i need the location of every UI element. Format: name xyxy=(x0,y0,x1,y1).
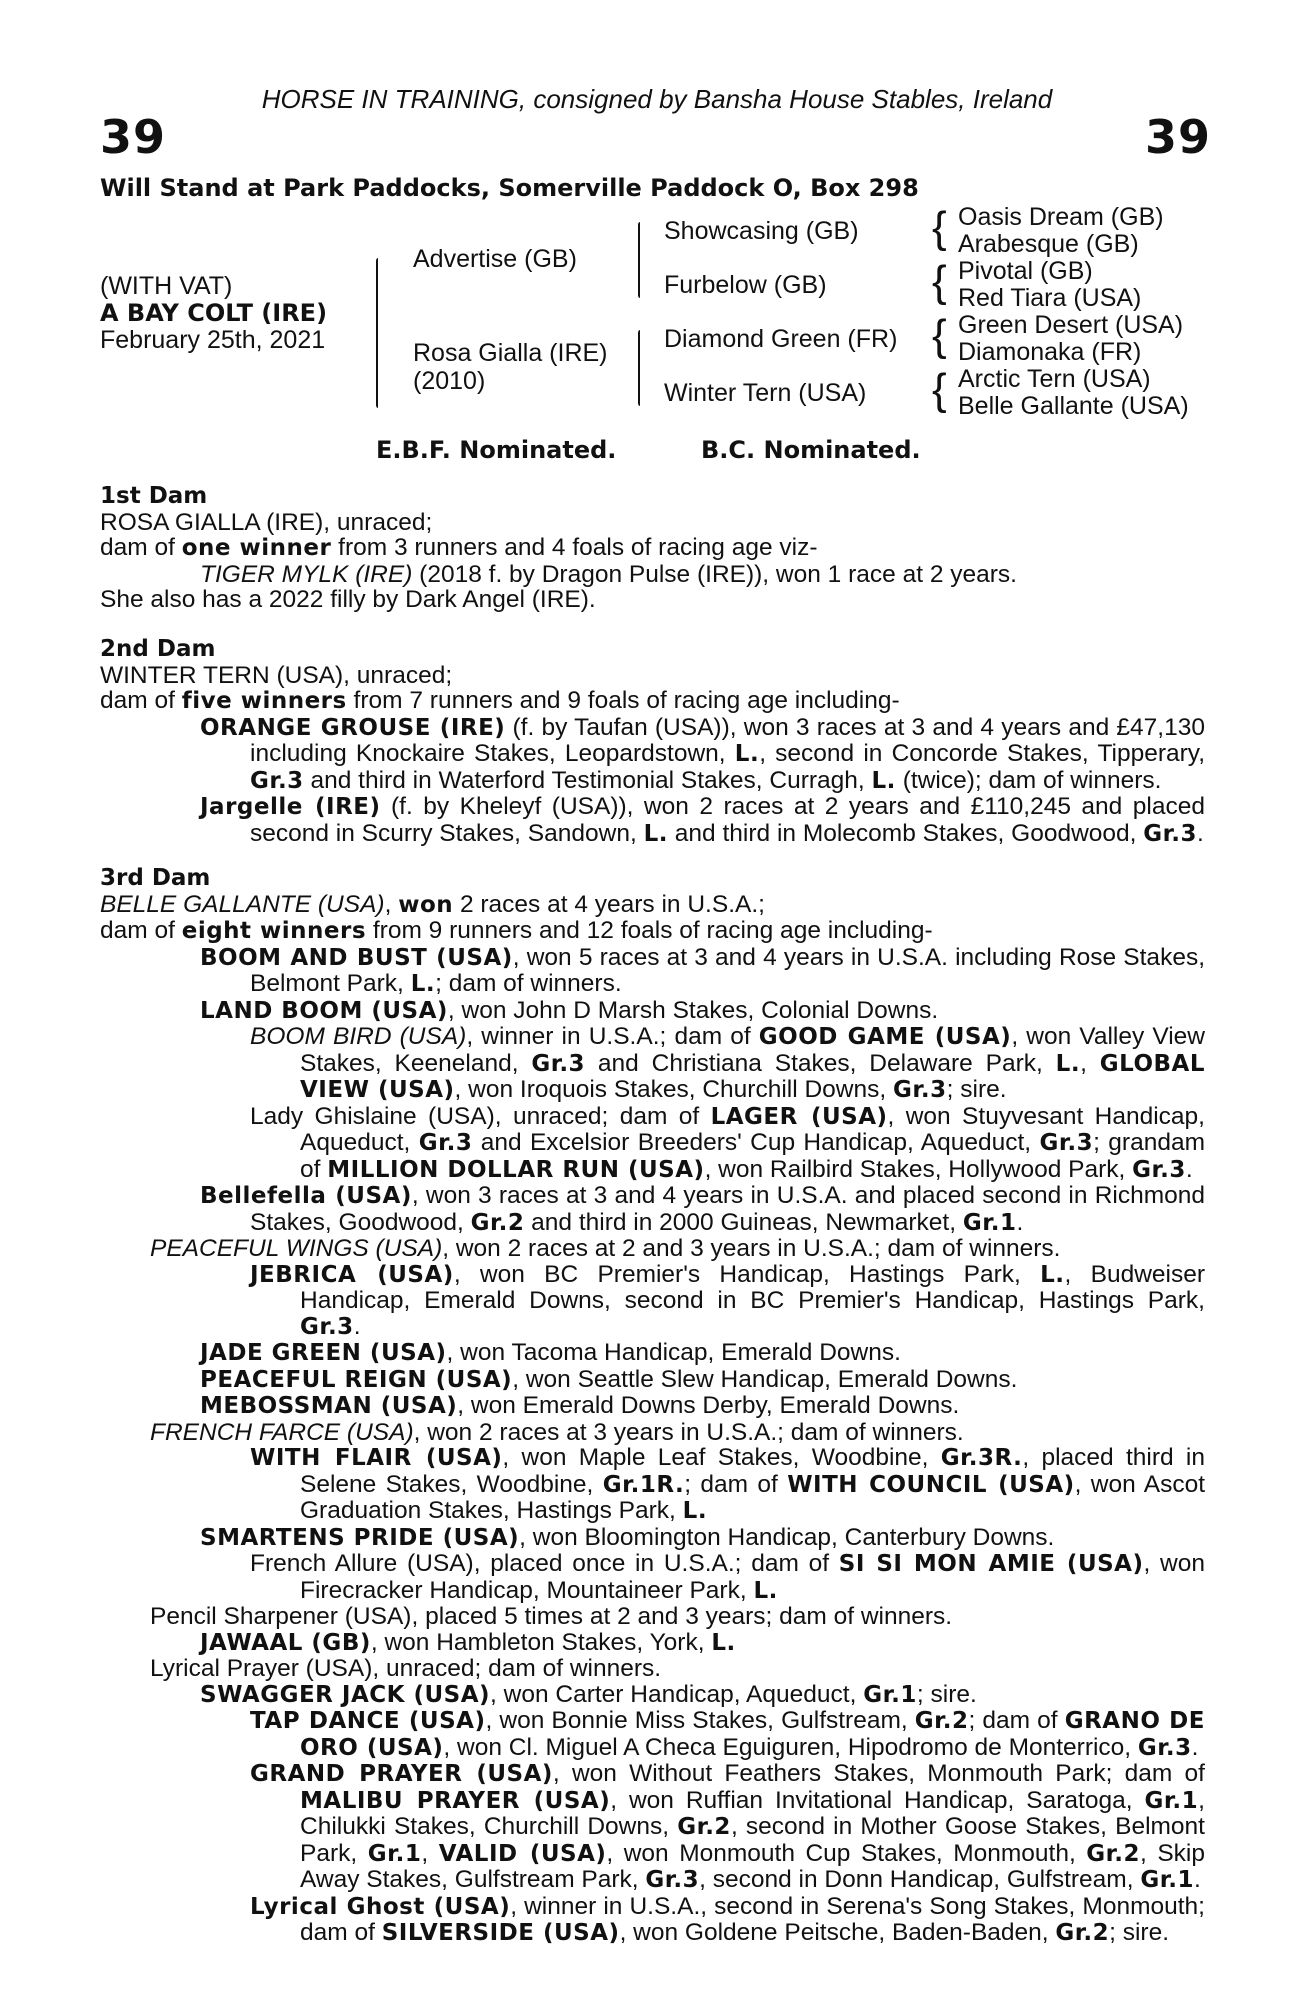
entry-french-farce xyxy=(100,1420,1205,1446)
entry-lyrical-prayer: Lyrical Prayer (USA), unraced; dam of winners. xyxy=(150,1655,662,1682)
pedigree-ddd: Belle Gallante (USA) xyxy=(958,392,1189,420)
text-run: , won Without Feathers Stakes, Monmouth Park; dam of xyxy=(552,1760,1205,1787)
entry-land-boom xyxy=(100,998,1205,1025)
text-run: . xyxy=(1196,819,1204,847)
text-run: , won Railbird Stakes, Hollywood Park, xyxy=(704,1155,1133,1183)
text-run: , Skip Away Stakes, Gulfstream Park, xyxy=(300,1839,1205,1893)
text-run: , won Emerald Downs Derby, Emerald Downs. xyxy=(457,1392,960,1419)
entry-lady-ghislaine xyxy=(100,1104,1205,1184)
second-dam-title: 2nd Dam xyxy=(100,636,216,662)
bold-text: Gr.3 xyxy=(300,1313,354,1340)
text-run: , won BC Premier's Handicap, Hastings Park, xyxy=(453,1260,1041,1288)
first-dam-title: 1st Dam xyxy=(100,483,208,509)
text-run: . xyxy=(353,1312,361,1340)
bold-text: L. xyxy=(753,1577,778,1604)
bold-text: PEACEFUL REIGN (USA) xyxy=(200,1366,513,1393)
first-dam-produce xyxy=(100,535,1205,562)
entry-swagger-jack xyxy=(100,1682,1205,1709)
entry-pencil-sharpener: Pencil Sharpener (USA), placed 5 times at 2 and 3 years; dam of winners. xyxy=(150,1603,953,1630)
text-run: , won 2 races at 2 and 3 years in U.S.A.; dam of winners. xyxy=(442,1235,1061,1262)
bold-text: Gr.1 xyxy=(1144,1787,1199,1814)
text-run: ; dam of xyxy=(968,1707,1065,1734)
text-run: , won Bonnie Miss Stakes, Gulfstream, xyxy=(485,1707,915,1734)
bold-text: won xyxy=(398,891,454,918)
bold-text: Gr.2 xyxy=(677,1814,731,1840)
text-run: , won Firecracker Handicap, Mountaineer Park, xyxy=(300,1550,1205,1604)
bold-text: BOOM AND BUST (USA) xyxy=(200,944,513,971)
entry-jargelle xyxy=(100,794,1205,847)
text-run: , won Ascot Graduation Stakes, Hastings Park, xyxy=(300,1470,1206,1524)
brace-dd: { xyxy=(932,365,947,414)
bc-nomination: B.C. Nominated. xyxy=(701,436,921,464)
bold-text: Gr.3 xyxy=(418,1130,473,1156)
bold-text: Gr.3 xyxy=(1137,1734,1192,1761)
italic-text: BOOM BIRD (USA) xyxy=(250,1023,467,1050)
bold-text: Gr.3 xyxy=(531,1050,586,1077)
text-run: and third in Waterford Testimonial Stakes, Curragh, xyxy=(303,766,872,794)
bold-text: Gr.1 xyxy=(863,1681,917,1708)
second-dam-section xyxy=(100,637,1205,847)
text-run: (f. by Taufan (USA)), won 3 races at 3 and 4 years and £47,130 including Knockaire Stakes, Leopardstown, xyxy=(250,713,1205,767)
text-run: from 9 runners and 12 foals of racing age including- xyxy=(366,917,933,944)
italic-text: FRENCH FARCE (USA) xyxy=(150,1418,414,1446)
bold-text: one winner xyxy=(181,535,332,561)
bold-text: L. xyxy=(734,741,760,767)
bold-text: Bellefella (USA) xyxy=(200,1183,412,1209)
text-run: , second in Concorde Stakes, Tipperary, xyxy=(759,740,1206,767)
first-dam-section xyxy=(100,484,1205,613)
entry-jebrica xyxy=(100,1262,1205,1341)
text-run: , won Maple Leaf Stakes, Woodbine, xyxy=(502,1444,941,1471)
text-run: Lady Ghislaine (USA), unraced; dam of xyxy=(250,1102,711,1130)
text-run: , second in Mother Goose Stakes, Belmont Park, xyxy=(300,1813,1205,1867)
text-run: , xyxy=(1080,1049,1100,1077)
text-run: , placed third in Selene Stakes, Woodbine, xyxy=(300,1444,1205,1498)
text-run: and Christiana Stakes, Delaware Park, xyxy=(585,1049,1056,1077)
text-run: from 7 runners and 9 foals of racing age including- xyxy=(346,687,900,714)
text-run: , won Seattle Slew Handicap, Emerald Downs. xyxy=(512,1365,1018,1393)
first-dam-line: ROSA GIALLA (IRE), unraced; xyxy=(100,508,433,536)
text-run: , won Stuyvesant Handicap, Aqueduct, xyxy=(300,1102,1205,1156)
bold-text: LAND BOOM (USA) xyxy=(200,997,448,1024)
bold-text: ORANGE GROUSE (IRE) xyxy=(200,714,506,741)
bold-text: Gr.3 xyxy=(1039,1130,1094,1156)
bold-text: VALID (USA) xyxy=(438,1840,607,1867)
text-run: dam of xyxy=(100,917,182,944)
text-run: ; sire. xyxy=(916,1680,977,1708)
text-run: , won Hambleton Stakes, York, xyxy=(370,1628,712,1656)
bold-text: SILVERSIDE (USA) xyxy=(381,1920,620,1946)
bold-text: Gr.3R. xyxy=(940,1445,1023,1471)
bold-text: GRANO DE ORO (USA) xyxy=(300,1708,1205,1761)
bold-text: eight winners xyxy=(181,918,367,944)
bold-text: Gr.3 xyxy=(250,767,304,794)
text-run: ; dam of winners. xyxy=(435,970,622,997)
bold-text: Gr.2 xyxy=(1055,1920,1110,1946)
entry-lyrical-ghost xyxy=(100,1894,1205,1947)
text-run: , won Goldene Peitsche, Baden-Baden, xyxy=(619,1919,1056,1946)
pedigree-dsd: Diamonaka (FR) xyxy=(958,338,1142,366)
third-dam-produce xyxy=(100,918,1205,945)
bold-text: WITH FLAIR (USA) xyxy=(250,1445,503,1471)
pedigree-sire-sire: Showcasing (GB) xyxy=(664,217,859,245)
text-run: from 3 runners and 4 foals of racing age viz- xyxy=(331,534,818,561)
text-run: , won John D Marsh Stakes, Colonial Downs. xyxy=(447,996,939,1024)
text-run: and Excelsior Breeders' Cup Handicap, Aqueduct, xyxy=(472,1129,1040,1156)
text-run: ; sire. xyxy=(946,1076,1007,1103)
text-run: French Allure (USA), placed once in U.S.A.; dam of xyxy=(250,1550,839,1577)
bold-text: MILLION DOLLAR RUN (USA) xyxy=(327,1156,705,1183)
pedigree-sdd: Red Tiara (USA) xyxy=(958,284,1142,312)
entry-mebossman xyxy=(100,1393,1205,1420)
bold-text: Gr.1R. xyxy=(602,1471,685,1498)
italic-text: TIGER MYLK (IRE) xyxy=(200,560,413,588)
pedigree-sss: Oasis Dream (GB) xyxy=(958,203,1164,231)
text-run: , won 3 races at 3 and 4 years in U.S.A. and placed second in Richmond Stakes, Goodwood, xyxy=(250,1182,1206,1236)
bold-text: JADE GREEN (USA) xyxy=(200,1340,447,1366)
entry-peaceful-reign xyxy=(100,1367,1205,1394)
pedigree-bracket-1 xyxy=(376,258,378,408)
text-run: , xyxy=(384,890,399,918)
text-run: , xyxy=(421,1839,439,1867)
brace-ds: { xyxy=(932,311,947,360)
text-run: , won Bloomington Handicap, Canterbury Downs. xyxy=(519,1523,1055,1551)
pedigree-ssd: Arabesque (GB) xyxy=(958,230,1139,258)
brace-sd: { xyxy=(932,257,947,306)
text-run: ; grandam of xyxy=(300,1129,1205,1183)
text-run: , won 2 races at 3 years in U.S.A.; dam of winners. xyxy=(413,1418,964,1446)
bold-text: Gr.3 xyxy=(1132,1156,1186,1183)
bold-text: JEBRICA (USA) xyxy=(250,1261,454,1288)
pedigree-dam-sire: Diamond Green (FR) xyxy=(664,325,898,353)
text-run: and third in Molecomb Stakes, Goodwood, xyxy=(667,819,1144,847)
bold-text: TAP DANCE (USA) xyxy=(250,1708,486,1734)
text-run: , won Tacoma Handicap, Emerald Downs. xyxy=(446,1339,901,1366)
text-run: , second in Donn Handicap, Gulfstream, xyxy=(699,1866,1141,1893)
first-dam-note: She also has a 2022 filly by Dark Angel (IRE). xyxy=(100,586,596,613)
entry-tap-dance xyxy=(100,1708,1205,1761)
bold-text: MEBOSSMAN (USA) xyxy=(200,1393,458,1419)
brace-ss: { xyxy=(932,203,947,252)
bold-text: Gr.3 xyxy=(892,1077,947,1103)
bold-text: SMARTENS PRIDE (USA) xyxy=(200,1524,520,1551)
bold-text: L. xyxy=(682,1498,708,1524)
pedigree-dam-dam: Winter Tern (USA) xyxy=(664,379,867,407)
italic-text: BELLE GALLANTE (USA) xyxy=(100,890,385,918)
lot-number-right: 39 xyxy=(1145,110,1212,164)
stand-location: Will Stand at Park Paddocks, Somerville Paddock O, Box 298 xyxy=(100,174,919,202)
text-run: , Budweiser Handicap, Emerald Downs, second in BC Premier's Handicap, Hastings Park, xyxy=(300,1260,1205,1314)
text-run: , winner in U.S.A.; dam of xyxy=(466,1023,759,1050)
bold-text: GLOBAL VIEW (USA) xyxy=(300,1050,1205,1103)
first-dam-foal xyxy=(100,562,1205,588)
third-dam-line xyxy=(100,892,1205,919)
entry-bellefella xyxy=(100,1183,1205,1236)
bold-text: Gr.1 xyxy=(367,1840,422,1867)
pedigree-dam-year: (2010) xyxy=(413,367,486,395)
text-run: . xyxy=(1191,1733,1199,1761)
pedigree-dss: Green Desert (USA) xyxy=(958,311,1184,339)
bold-text: L. xyxy=(1040,1261,1065,1288)
entry-boom-bird xyxy=(100,1024,1205,1104)
bold-text: SI SI MON AMIE (USA) xyxy=(838,1551,1144,1577)
text-run: , won Ruffian Invitational Handicap, Saratoga, xyxy=(610,1786,1145,1814)
text-run: (2018 f. by Dragon Pulse (IRE)), won 1 race at 2 years. xyxy=(412,560,1017,588)
text-run: , won Monmouth Cup Stakes, Monmouth, xyxy=(606,1839,1087,1867)
bold-text: L. xyxy=(643,820,668,847)
italic-text: PEACEFUL WINGS (USA) xyxy=(150,1235,443,1262)
text-run: , won Carter Handicap, Aqueduct, xyxy=(490,1680,864,1708)
text-run: . xyxy=(1185,1155,1193,1183)
second-dam-produce xyxy=(100,688,1205,715)
entry-boom-and-bust xyxy=(100,945,1205,998)
pedigree-dam: Rosa Gialla (IRE) xyxy=(413,339,608,367)
entry-grand-prayer xyxy=(100,1761,1205,1894)
text-run: , won Valley View Stakes, Keeneland, xyxy=(300,1023,1205,1077)
text-run: and third in 2000 Guineas, Newmarket, xyxy=(524,1208,963,1236)
text-run: , won Iroquois Stakes, Churchill Downs, xyxy=(454,1076,893,1103)
lot-number-left: 39 xyxy=(100,110,167,164)
bold-text: LAGER (USA) xyxy=(710,1103,888,1130)
page-header: HORSE IN TRAINING, consigned by Bansha House Stables, Ireland xyxy=(261,84,1053,114)
entry-jawaal xyxy=(100,1630,1205,1657)
bold-text: GRAND PRAYER (USA) xyxy=(250,1761,553,1787)
horse-name: A BAY COLT (IRE) xyxy=(100,299,328,327)
text-run: dam of xyxy=(100,534,182,561)
bold-text: Gr.2 xyxy=(470,1209,525,1236)
ebf-nomination: E.B.F. Nominated. xyxy=(376,436,617,464)
bold-text: L. xyxy=(711,1629,736,1656)
third-dam-title: 3rd Dam xyxy=(100,865,211,891)
horse-dob: February 25th, 2021 xyxy=(100,326,326,354)
bold-text: Gr.2 xyxy=(914,1708,969,1734)
bold-text: Gr.3 xyxy=(1143,820,1197,847)
bold-text: SWAGGER JACK (USA) xyxy=(200,1681,491,1708)
pedigree-sds: Pivotal (GB) xyxy=(958,257,1093,285)
pedigree-sire-dam: Furbelow (GB) xyxy=(664,271,827,299)
bold-text: GOOD GAME (USA) xyxy=(758,1024,1012,1050)
entry-orange-grouse xyxy=(100,715,1205,795)
text-run: (f. by Kheleyf (USA)), won 2 races at 2 years and £110,245 and placed second in Scurry Stakes, Sandown, xyxy=(250,793,1205,847)
text-run: 2 races at 4 years in U.S.A.; xyxy=(453,890,765,918)
bold-text: five winners xyxy=(181,688,347,714)
bold-text: Gr.3 xyxy=(645,1867,700,1893)
bold-text: JAWAAL (GB) xyxy=(200,1629,371,1656)
vat-note: (WITH VAT) xyxy=(100,272,233,300)
text-run: . xyxy=(1016,1208,1024,1236)
text-run: dam of xyxy=(100,687,182,714)
entry-french-allure xyxy=(100,1551,1205,1604)
pedigree-sire: Advertise (GB) xyxy=(413,245,577,273)
bold-text: L. xyxy=(1055,1050,1081,1077)
entry-peaceful-wings xyxy=(100,1236,1205,1262)
second-dam-line: WINTER TERN (USA), unraced; xyxy=(100,661,453,689)
pedigree-bracket-dam xyxy=(638,330,640,406)
bold-text: WITH COUNCIL (USA) xyxy=(787,1471,1075,1498)
bold-text: Gr.1 xyxy=(1140,1867,1195,1893)
text-run: , won Cl. Miguel A Checa Eguiguren, Hipodromo de Monterrico, xyxy=(443,1733,1138,1761)
bold-text: L. xyxy=(410,971,436,997)
text-run: , winner in U.S.A., second in Serena's Song Stakes, Monmouth; dam of xyxy=(300,1892,1205,1946)
text-run: (twice); dam of winners. xyxy=(895,766,1162,794)
pedigree-bracket-sire xyxy=(638,222,640,298)
entry-jade-green xyxy=(100,1340,1205,1367)
bold-text: Lyrical Ghost (USA) xyxy=(250,1893,511,1920)
text-run: . xyxy=(1194,1866,1201,1893)
bold-text: Gr.2 xyxy=(1086,1840,1140,1867)
text-run: ; dam of xyxy=(684,1470,788,1498)
third-dam-section xyxy=(100,866,1205,1947)
text-run: , Chilukki Stakes, Churchill Downs, xyxy=(300,1786,1205,1840)
entry-smartens-pride xyxy=(100,1525,1205,1552)
text-run: ; sire. xyxy=(1109,1919,1170,1946)
text-run: , won 5 races at 3 and 4 years in U.S.A. including Rose Stakes, Belmont Park, xyxy=(250,943,1205,997)
bold-text: Gr.1 xyxy=(962,1209,1017,1236)
bold-text: MALIBU PRAYER (USA) xyxy=(300,1787,611,1814)
bold-text: Jargelle (IRE) xyxy=(200,794,381,820)
pedigree-dds: Arctic Tern (USA) xyxy=(958,365,1151,393)
entry-with-flair xyxy=(100,1445,1205,1525)
bold-text: L. xyxy=(871,767,896,794)
